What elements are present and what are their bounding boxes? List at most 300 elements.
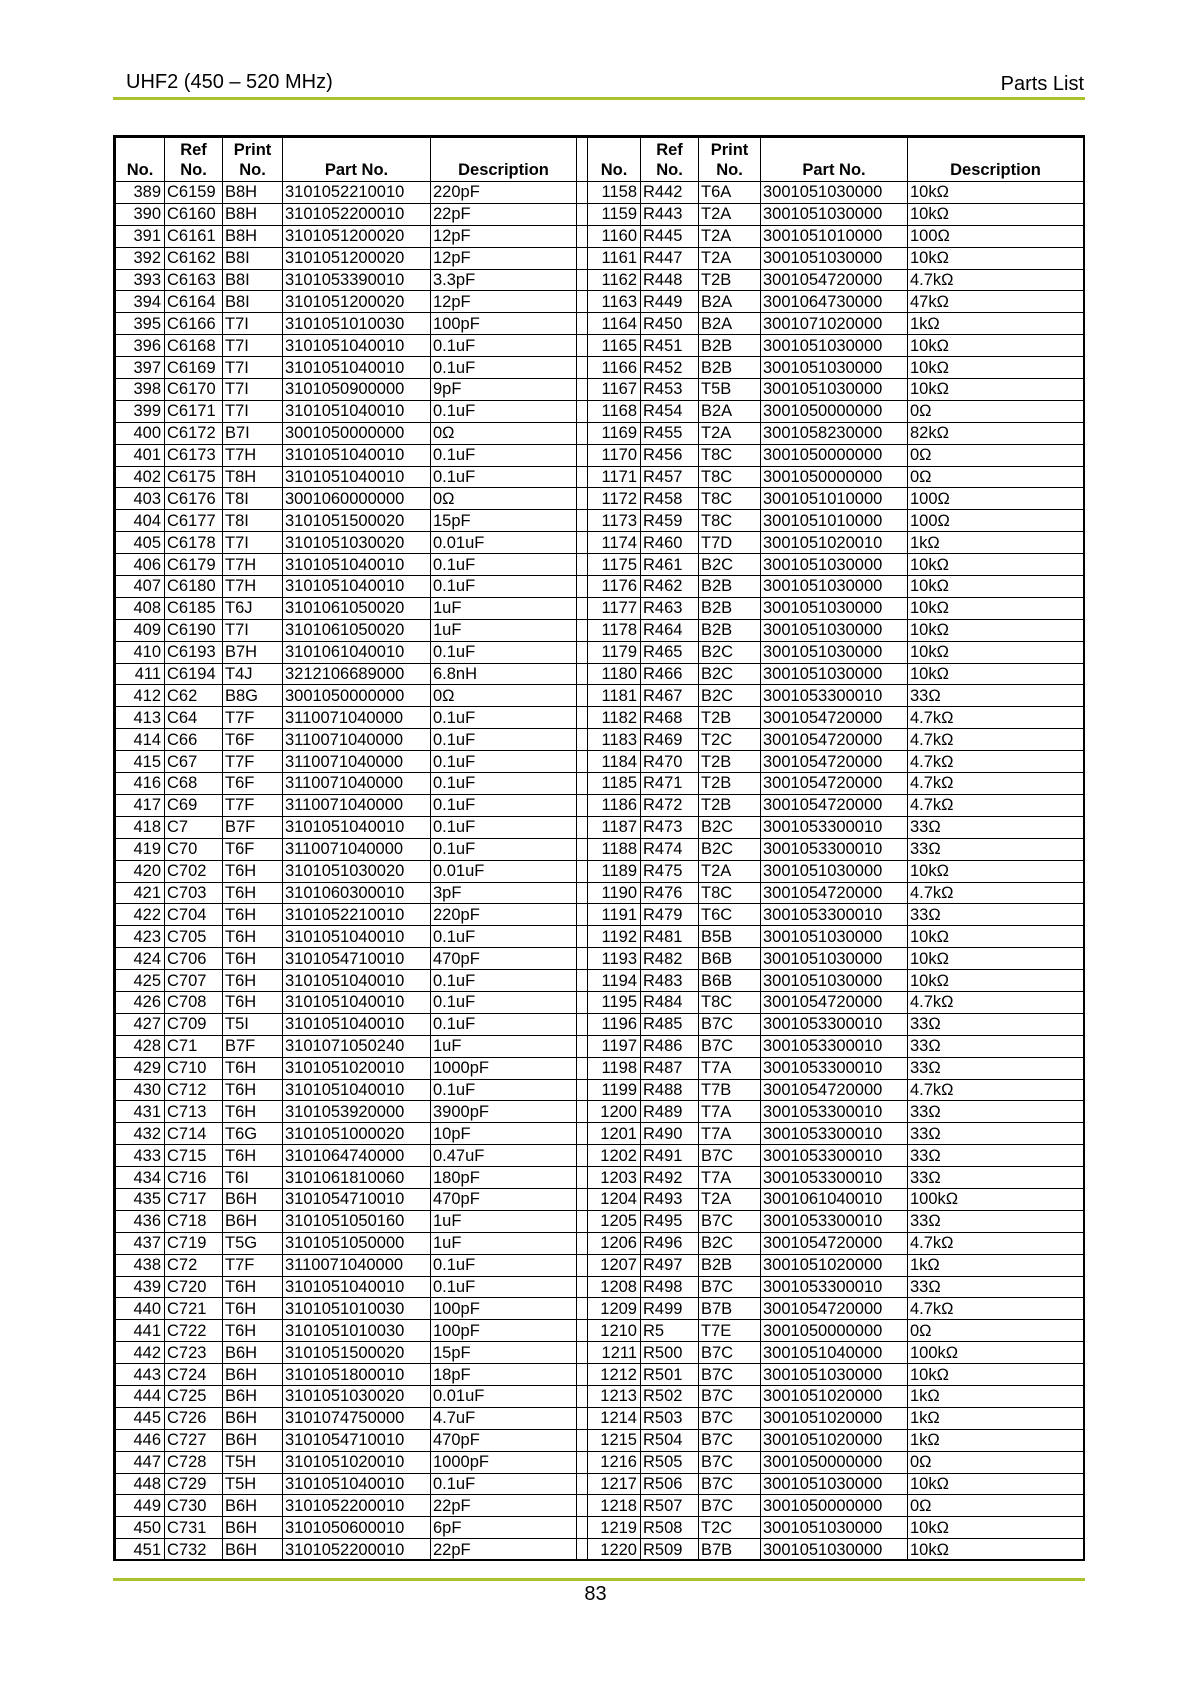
table-row <box>116 663 1084 685</box>
left-cell-no: 418 <box>116 816 165 838</box>
column-gap <box>577 860 588 882</box>
left-cell-print-no: B8I <box>223 291 283 313</box>
left-cell-description: 0.1uF <box>431 707 577 729</box>
right-cell-print-no: T7A <box>699 1057 761 1079</box>
right-cell-no: 1188 <box>588 838 641 860</box>
left-cell-ref-no: C712 <box>165 1079 223 1101</box>
left-cell-print-no: T7I <box>223 313 283 335</box>
right-cell-description: 82kΩ <box>908 422 1084 444</box>
right-cell-part-no: 3001051030000 <box>761 182 908 204</box>
left-cell-no: 450 <box>116 1517 165 1539</box>
table-row <box>116 729 1084 751</box>
right-cell-part-no: 3001051020000 <box>761 1254 908 1276</box>
table-row <box>116 685 1084 707</box>
right-cell-part-no: 3001051010000 <box>761 488 908 510</box>
right-cell-ref-no: R452 <box>641 357 699 379</box>
right-cell-ref-no: R507 <box>641 1495 699 1517</box>
right-cell-part-no: 3001051030000 <box>761 1539 908 1561</box>
column-gap <box>577 532 588 554</box>
right-cell-no: 1207 <box>588 1254 641 1276</box>
column-gap <box>577 1057 588 1079</box>
right-cell-no: 1182 <box>588 707 641 729</box>
table-row <box>116 225 1084 247</box>
left-cell-description: 3pF <box>431 882 577 904</box>
right-cell-print-no: T2A <box>699 1188 761 1210</box>
right-cell-ref-no: R474 <box>641 838 699 860</box>
column-gap <box>577 663 588 685</box>
left-cell-no: 410 <box>116 641 165 663</box>
right-cell-description: 33Ω <box>908 1210 1084 1232</box>
left-cell-part-no: 3101051200020 <box>283 247 431 269</box>
column-gap <box>577 970 588 992</box>
left-cell-part-no: 3101050600010 <box>283 1517 431 1539</box>
footer-rule <box>113 1578 1085 1581</box>
table-row <box>116 1320 1084 1342</box>
left-cell-description: 12pF <box>431 225 577 247</box>
right-cell-ref-no: R487 <box>641 1057 699 1079</box>
right-cell-print-no: B7C <box>699 1035 761 1057</box>
right-cell-description: 10kΩ <box>908 1517 1084 1539</box>
left-cell-ref-no: C707 <box>165 970 223 992</box>
left-cell-description: 6.8nH <box>431 663 577 685</box>
column-gap <box>577 576 588 598</box>
column-gap <box>577 1407 588 1429</box>
right-cell-ref-no: R499 <box>641 1298 699 1320</box>
left-cell-description: 220pF <box>431 904 577 926</box>
right-cell-no: 1164 <box>588 313 641 335</box>
right-cell-ref-no: R503 <box>641 1407 699 1429</box>
left-cell-description: 470pF <box>431 948 577 970</box>
column-gap <box>577 729 588 751</box>
column-gap <box>577 794 588 816</box>
left-cell-part-no: 3101051030020 <box>283 860 431 882</box>
right-cell-ref-no: R481 <box>641 926 699 948</box>
left-cell-ref-no: C704 <box>165 904 223 926</box>
right-cell-description: 10kΩ <box>908 1473 1084 1495</box>
right-cell-description: 47kΩ <box>908 291 1084 313</box>
left-cell-part-no: 3101074750000 <box>283 1407 431 1429</box>
left-cell-print-no: T6F <box>223 729 283 751</box>
table-row <box>116 488 1084 510</box>
column-gap <box>577 641 588 663</box>
left-cell-print-no: T5G <box>223 1232 283 1254</box>
right-cell-description: 33Ω <box>908 1145 1084 1167</box>
right-cell-print-no: B6B <box>699 948 761 970</box>
right-cell-ref-no: R470 <box>641 751 699 773</box>
right-cell-description: 33Ω <box>908 1035 1084 1057</box>
right-cell-description: 33Ω <box>908 1013 1084 1035</box>
left-cell-description: 0.1uF <box>431 1276 577 1298</box>
right-cell-part-no: 3001053300010 <box>761 1035 908 1057</box>
right-cell-print-no: B7C <box>699 1210 761 1232</box>
table-row <box>116 1013 1084 1035</box>
right-cell-no: 1185 <box>588 773 641 795</box>
left-cell-part-no: 3101051040010 <box>283 1079 431 1101</box>
left-cell-print-no: B6H <box>223 1210 283 1232</box>
left-cell-description: 18pF <box>431 1364 577 1386</box>
right-cell-part-no: 3001051010000 <box>761 225 908 247</box>
left-cell-description: 0.1uF <box>431 357 577 379</box>
left-cell-no: 435 <box>116 1188 165 1210</box>
left-cell-part-no: 3101052200010 <box>283 1495 431 1517</box>
left-cell-description: 15pF <box>431 510 577 532</box>
right-cell-ref-no: R492 <box>641 1167 699 1189</box>
table-row <box>116 1407 1084 1429</box>
left-cell-description: 9pF <box>431 379 577 401</box>
left-cell-part-no: 3101052200010 <box>283 203 431 225</box>
column-gap <box>577 707 588 729</box>
left-cell-description: 1uF <box>431 1210 577 1232</box>
left-cell-print-no: T8I <box>223 510 283 532</box>
column-gap <box>577 379 588 401</box>
right-cell-description: 10kΩ <box>908 948 1084 970</box>
column-gap <box>577 1429 588 1451</box>
right-cell-part-no: 3001058230000 <box>761 422 908 444</box>
left-cell-ref-no: C720 <box>165 1276 223 1298</box>
left-cell-part-no: 3101051000020 <box>283 1123 431 1145</box>
right-cell-print-no: B2A <box>699 313 761 335</box>
left-cell-part-no: 3101060300010 <box>283 882 431 904</box>
right-cell-description: 10kΩ <box>908 926 1084 948</box>
left-cell-print-no: B7H <box>223 641 283 663</box>
table-row <box>116 1188 1084 1210</box>
right-cell-print-no: B2C <box>699 663 761 685</box>
left-cell-part-no: 3101051040010 <box>283 444 431 466</box>
right-cell-ref-no: R505 <box>641 1451 699 1473</box>
left-cell-no: 404 <box>116 510 165 532</box>
right-cell-description: 1kΩ <box>908 1385 1084 1407</box>
table-row <box>116 641 1084 663</box>
table-row <box>116 751 1084 773</box>
left-cell-description: 1uF <box>431 619 577 641</box>
left-cell-ref-no: C6160 <box>165 203 223 225</box>
left-cell-part-no: 3101053920000 <box>283 1101 431 1123</box>
right-cell-print-no: B2C <box>699 1232 761 1254</box>
column-gap <box>577 597 588 619</box>
left-cell-no: 417 <box>116 794 165 816</box>
right-cell-ref-no: R482 <box>641 948 699 970</box>
column-gap <box>577 1298 588 1320</box>
left-cell-part-no: 3101051040010 <box>283 970 431 992</box>
left-cell-description: 22pF <box>431 1495 577 1517</box>
left-cell-print-no: B6H <box>223 1429 283 1451</box>
left-cell-part-no: 3101051020010 <box>283 1057 431 1079</box>
right-cell-print-no: T8C <box>699 444 761 466</box>
left-cell-ref-no: C706 <box>165 948 223 970</box>
left-cell-ref-no: C72 <box>165 1254 223 1276</box>
right-cell-ref-no: R476 <box>641 882 699 904</box>
left-cell-print-no: T7I <box>223 357 283 379</box>
column-gap <box>577 1451 588 1473</box>
table-row <box>116 1429 1084 1451</box>
left-cell-ref-no: C710 <box>165 1057 223 1079</box>
left-cell-part-no: 3212106689000 <box>283 663 431 685</box>
right-cell-no: 1190 <box>588 882 641 904</box>
right-cell-description: 10kΩ <box>908 663 1084 685</box>
section-title: Parts List <box>1000 73 1084 95</box>
left-cell-part-no: 3101051200020 <box>283 291 431 313</box>
right-cell-ref-no: R502 <box>641 1385 699 1407</box>
right-cell-part-no: 3001051030000 <box>761 576 908 598</box>
column-gap <box>577 1079 588 1101</box>
right-cell-description: 4.7kΩ <box>908 991 1084 1013</box>
right-cell-description: 0Ω <box>908 1451 1084 1473</box>
right-cell-part-no: 3001051030000 <box>761 641 908 663</box>
right-cell-part-no: 3001051020000 <box>761 1385 908 1407</box>
left-cell-description: 0.01uF <box>431 532 577 554</box>
left-cell-no: 403 <box>116 488 165 510</box>
right-cell-no: 1183 <box>588 729 641 751</box>
table-row <box>116 1101 1084 1123</box>
left-cell-part-no: 3101054710010 <box>283 948 431 970</box>
left-cell-ref-no: C6193 <box>165 641 223 663</box>
left-cell-description: 0.1uF <box>431 1473 577 1495</box>
left-cell-ref-no: C719 <box>165 1232 223 1254</box>
left-cell-description: 0.1uF <box>431 335 577 357</box>
right-cell-description: 10kΩ <box>908 970 1084 992</box>
right-cell-part-no: 3001051030000 <box>761 1517 908 1539</box>
right-cell-part-no: 3001051020010 <box>761 532 908 554</box>
right-cell-no: 1178 <box>588 619 641 641</box>
right-cell-ref-no: R498 <box>641 1276 699 1298</box>
table-row <box>116 948 1084 970</box>
right-cell-no: 1167 <box>588 379 641 401</box>
table-row <box>116 510 1084 532</box>
left-cell-description: 0.47uF <box>431 1145 577 1167</box>
right-cell-ref-no: R508 <box>641 1517 699 1539</box>
right-cell-description: 1kΩ <box>908 1407 1084 1429</box>
left-cell-ref-no: C6169 <box>165 357 223 379</box>
column-gap <box>577 619 588 641</box>
right-cell-part-no: 3001051030000 <box>761 1473 908 1495</box>
table-row <box>116 576 1084 598</box>
table-row <box>116 269 1084 291</box>
left-cell-ref-no: C726 <box>165 1407 223 1429</box>
left-cell-no: 451 <box>116 1539 165 1561</box>
left-cell-description: 0.1uF <box>431 641 577 663</box>
left-cell-part-no: 3101051050000 <box>283 1232 431 1254</box>
left-cell-no: 448 <box>116 1473 165 1495</box>
left-cell-ref-no: C6179 <box>165 554 223 576</box>
table-row <box>116 1517 1084 1539</box>
right-cell-no: 1201 <box>588 1123 641 1145</box>
table-row <box>116 1385 1084 1407</box>
right-cell-ref-no: R449 <box>641 291 699 313</box>
right-cell-ref-no: R472 <box>641 794 699 816</box>
right-cell-part-no: 3001051030000 <box>761 379 908 401</box>
right-cell-no: 1161 <box>588 247 641 269</box>
left-cell-description: 3900pF <box>431 1101 577 1123</box>
left-cell-no: 416 <box>116 773 165 795</box>
header-print-text: Print No. <box>233 141 272 179</box>
left-cell-no: 413 <box>116 707 165 729</box>
right-cell-part-no: 3001054720000 <box>761 1079 908 1101</box>
right-cell-print-no: B2B <box>699 597 761 619</box>
left-cell-part-no: 3101051040010 <box>283 1276 431 1298</box>
column-gap <box>577 1517 588 1539</box>
left-cell-description: 470pF <box>431 1429 577 1451</box>
left-cell-part-no: 3101051030020 <box>283 532 431 554</box>
right-cell-no: 1219 <box>588 1517 641 1539</box>
left-cell-part-no: 3101051500020 <box>283 510 431 532</box>
right-cell-no: 1200 <box>588 1101 641 1123</box>
right-cell-ref-no: R495 <box>641 1210 699 1232</box>
right-cell-description: 4.7kΩ <box>908 269 1084 291</box>
header-part-no: Part No. <box>283 138 431 182</box>
left-cell-no: 409 <box>116 619 165 641</box>
left-cell-no: 431 <box>116 1101 165 1123</box>
left-cell-part-no: 3101051040010 <box>283 816 431 838</box>
column-gap <box>577 444 588 466</box>
right-cell-no: 1213 <box>588 1385 641 1407</box>
right-cell-print-no: T8C <box>699 991 761 1013</box>
header-part-no: Part No. <box>761 138 908 182</box>
header-ref-text: Ref No. <box>656 141 683 179</box>
left-cell-no: 439 <box>116 1276 165 1298</box>
left-cell-part-no: 3001050000000 <box>283 422 431 444</box>
right-cell-print-no: T6A <box>699 182 761 204</box>
header-print-no <box>223 138 283 182</box>
right-cell-ref-no: R485 <box>641 1013 699 1035</box>
right-cell-no: 1181 <box>588 685 641 707</box>
right-cell-ref-no: R461 <box>641 554 699 576</box>
right-cell-print-no: T8C <box>699 488 761 510</box>
left-cell-description: 220pF <box>431 182 577 204</box>
right-cell-ref-no: R500 <box>641 1342 699 1364</box>
right-cell-description: 33Ω <box>908 1101 1084 1123</box>
left-cell-print-no: T6H <box>223 882 283 904</box>
right-cell-description: 100Ω <box>908 488 1084 510</box>
right-cell-no: 1179 <box>588 641 641 663</box>
left-cell-description: 10pF <box>431 1123 577 1145</box>
table-row <box>116 1232 1084 1254</box>
right-cell-part-no: 3001053300010 <box>761 1013 908 1035</box>
left-cell-ref-no: C722 <box>165 1320 223 1342</box>
parts-table <box>115 137 1084 1561</box>
left-cell-ref-no: C6177 <box>165 510 223 532</box>
right-cell-no: 1166 <box>588 357 641 379</box>
table-row <box>116 1495 1084 1517</box>
column-gap <box>577 1473 588 1495</box>
right-cell-no: 1204 <box>588 1188 641 1210</box>
right-cell-no: 1205 <box>588 1210 641 1232</box>
left-cell-ref-no: C718 <box>165 1210 223 1232</box>
right-cell-part-no: 3001053300010 <box>761 685 908 707</box>
right-cell-print-no: B6B <box>699 970 761 992</box>
right-cell-ref-no: R469 <box>641 729 699 751</box>
right-cell-no: 1175 <box>588 554 641 576</box>
left-cell-no: 402 <box>116 466 165 488</box>
right-cell-no: 1184 <box>588 751 641 773</box>
left-cell-part-no: 3101051040010 <box>283 357 431 379</box>
left-cell-ref-no: C6163 <box>165 269 223 291</box>
right-cell-part-no: 3001051030000 <box>761 554 908 576</box>
left-cell-no: 425 <box>116 970 165 992</box>
right-cell-no: 1196 <box>588 1013 641 1035</box>
right-cell-print-no: B7C <box>699 1451 761 1473</box>
left-cell-part-no: 3101071050240 <box>283 1035 431 1057</box>
right-cell-part-no: 3001053300010 <box>761 1210 908 1232</box>
left-cell-print-no: T6F <box>223 773 283 795</box>
right-cell-no: 1186 <box>588 794 641 816</box>
column-gap <box>577 926 588 948</box>
right-cell-part-no: 3001051030000 <box>761 619 908 641</box>
table-row <box>116 707 1084 729</box>
right-cell-print-no: T2B <box>699 751 761 773</box>
right-cell-description: 33Ω <box>908 1167 1084 1189</box>
left-cell-ref-no: C6185 <box>165 597 223 619</box>
left-cell-no: 449 <box>116 1495 165 1517</box>
right-cell-ref-no: R459 <box>641 510 699 532</box>
column-gap <box>577 1385 588 1407</box>
left-cell-no: 401 <box>116 444 165 466</box>
left-cell-ref-no: C728 <box>165 1451 223 1473</box>
column-gap <box>577 510 588 532</box>
right-cell-part-no: 3001051020000 <box>761 1429 908 1451</box>
left-cell-description: 100pF <box>431 1320 577 1342</box>
left-cell-no: 426 <box>116 991 165 1013</box>
header-ref-text: Ref No. <box>180 141 207 179</box>
left-cell-part-no: 3101053390010 <box>283 269 431 291</box>
left-cell-ref-no: C6176 <box>165 488 223 510</box>
left-cell-description: 1000pF <box>431 1057 577 1079</box>
left-cell-part-no: 3110071040000 <box>283 729 431 751</box>
right-cell-ref-no: R496 <box>641 1232 699 1254</box>
right-cell-part-no: 3001053300010 <box>761 838 908 860</box>
left-cell-no: 396 <box>116 335 165 357</box>
header-print-text: Print No. <box>710 141 749 179</box>
right-cell-print-no: T2A <box>699 247 761 269</box>
left-cell-print-no: B6H <box>223 1364 283 1386</box>
column-gap <box>577 773 588 795</box>
right-cell-part-no: 3001054720000 <box>761 729 908 751</box>
right-cell-part-no: 3001053300010 <box>761 1101 908 1123</box>
right-cell-description: 100kΩ <box>908 1188 1084 1210</box>
right-cell-ref-no: R509 <box>641 1539 699 1561</box>
right-cell-description: 100Ω <box>908 510 1084 532</box>
left-cell-print-no: B8H <box>223 203 283 225</box>
right-cell-part-no: 3001054720000 <box>761 773 908 795</box>
left-cell-ref-no: C703 <box>165 882 223 904</box>
right-cell-print-no: T7B <box>699 1079 761 1101</box>
right-cell-no: 1176 <box>588 576 641 598</box>
table-row <box>116 773 1084 795</box>
left-cell-description: 0Ω <box>431 488 577 510</box>
left-cell-ref-no: C7 <box>165 816 223 838</box>
right-cell-part-no: 3001050000000 <box>761 1495 908 1517</box>
left-cell-print-no: T6H <box>223 991 283 1013</box>
right-cell-no: 1215 <box>588 1429 641 1451</box>
left-cell-no: 394 <box>116 291 165 313</box>
right-cell-part-no: 3001053300010 <box>761 1123 908 1145</box>
left-cell-description: 4.7uF <box>431 1407 577 1429</box>
left-cell-part-no: 3101054710010 <box>283 1188 431 1210</box>
right-cell-ref-no: R443 <box>641 203 699 225</box>
right-cell-no: 1197 <box>588 1035 641 1057</box>
left-cell-description: 1uF <box>431 1035 577 1057</box>
left-cell-part-no: 3101052210010 <box>283 904 431 926</box>
left-cell-print-no: T7H <box>223 444 283 466</box>
left-cell-print-no: B8H <box>223 225 283 247</box>
table-row <box>116 860 1084 882</box>
left-cell-ref-no: C6171 <box>165 400 223 422</box>
left-cell-part-no: 3101051020010 <box>283 1451 431 1473</box>
left-cell-part-no: 3101051040010 <box>283 991 431 1013</box>
column-gap <box>577 1188 588 1210</box>
right-cell-print-no: B7C <box>699 1385 761 1407</box>
column-gap <box>577 488 588 510</box>
right-cell-no: 1217 <box>588 1473 641 1495</box>
